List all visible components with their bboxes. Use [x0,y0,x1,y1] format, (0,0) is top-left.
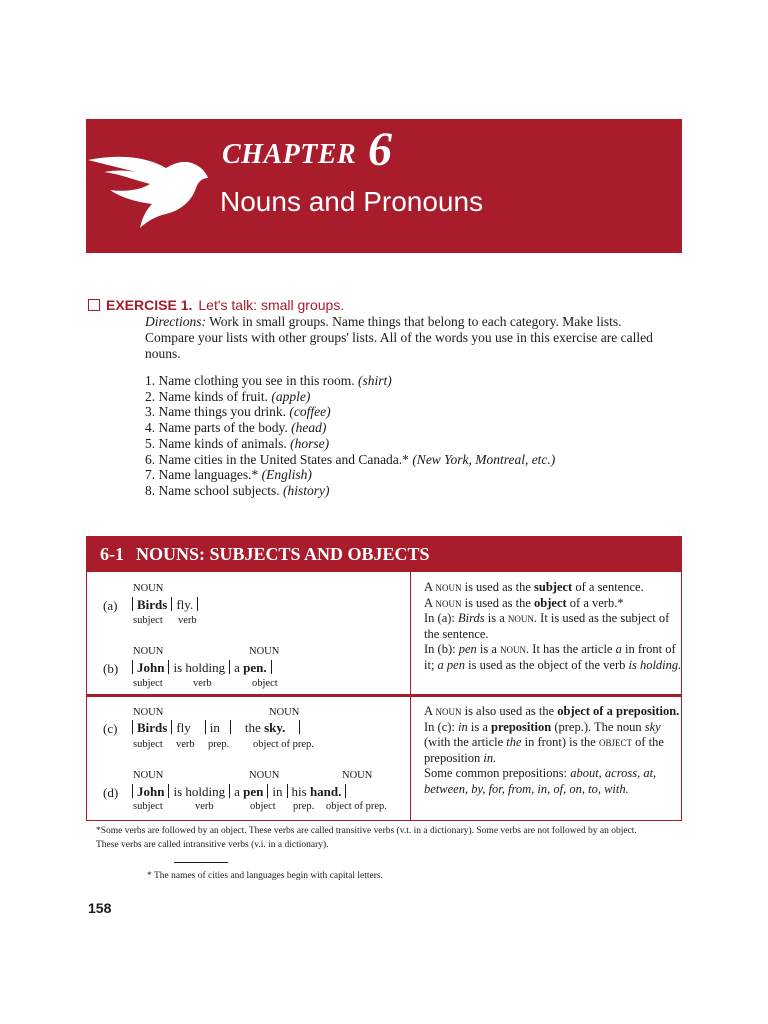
grammar-label: verb [178,615,197,626]
checkbox-square-icon [88,299,100,311]
example-letter: (c) [103,721,118,736]
list-item: 3. Name things you drink. (coffee) [145,404,331,420]
section-header [86,536,682,572]
grammar-label: subject [133,739,163,750]
grammar-label: object [252,678,278,689]
exercise-heading [88,297,344,313]
example-sentence: John is holding a pen in his hand. [128,784,350,800]
exercise-directions [145,314,665,362]
example-sentence: Birds fly in the sky. [128,720,304,736]
grammar-label: prep. [208,739,230,750]
explanation-bottom: A noun is also used as the object of a preposition. In (c): in is a preposition (prep.). The noun sky (with the article the in front) is the object of the preposition in. Some common prepositions: about, across, at, between, by, for, from, in, of, on, to, with. [424,704,680,796]
exercise-label: EXERCISE 1. [106,297,193,313]
footnote-rule [174,862,228,863]
noun-marker: NOUN [249,770,280,781]
list-item: 1. Name clothing you see in this room. (shirt) [145,373,392,388]
example-letter: (a) [103,598,118,613]
grammar-label: object [250,801,276,812]
example-letter: (d) [103,785,119,800]
section-title: NOUNS: SUBJECTS AND OBJECTS [136,543,430,564]
directions-text: Work in small groups. Name things that belong to each category. Make lists. Compare your lists with other groups' lists. All of the words you use in this exercise are called nouns. [145,314,653,361]
list-item: 6. Name cities in the United States and Canada.* (New York, Montreal, etc.) [145,451,556,467]
grammar-label: subject [133,678,163,689]
list-item: 5. Name kinds of animals. (horse) [145,435,330,451]
section-number: 6-1 [100,543,124,564]
list-item: 8. Name school subjects. (history) [145,482,330,498]
chapter-title: Nouns and Pronouns [220,186,484,217]
grammar-label: verb [195,801,214,812]
list-item: 7. Name languages.* (English) [145,467,312,483]
example-sentence: Birds fly. [128,597,202,613]
grammar-label: object of prep. [326,801,387,812]
noun-marker: NOUN [249,646,280,657]
noun-marker: NOUN [269,707,300,718]
swallow-bird-icon [86,150,216,230]
page-number: 158 [88,900,112,916]
grammar-label: verb [176,739,195,750]
list-item: 2. Name kinds of fruit. (apple) [145,388,311,404]
chapter-label: CHAPTER [222,139,357,170]
list-item: 4. Name parts of the body. (head) [145,420,327,436]
noun-marker: NOUN [133,583,164,594]
grammar-label: verb [193,678,212,689]
footnote-capitals: * The names of cities and languages begin with capital letters. [147,871,383,881]
row-divider [86,694,682,697]
noun-marker: NOUN [342,770,373,781]
footnote-verbs: *Some verbs are followed by an object. These verbs are called transitive verbs (v.t. in a dictionary). Some verbs are not followed by an object. These verbs are called intransitive verbs (v.i. in a dictionary). [96,826,637,850]
grammar-label: prep. [293,801,315,812]
example-letter: (b) [103,661,119,676]
grammar-label: object of prep. [253,739,314,750]
explanation-top: A noun is used as the subject of a sentence. A noun is used as the object of a verb.* In (a): Birds is a noun. It is used as the subject of the sentence. In (b): pen is a noun. It has the article a in front of it; a pen is used as the object of the verb is holding. [424,580,682,672]
noun-marker: NOUN [133,770,164,781]
example-sentence: John is holding a pen. [128,660,276,676]
grammar-label: subject [133,615,163,626]
exercise-title: Let's talk: small groups. [198,297,345,313]
noun-marker: NOUN [133,646,164,657]
noun-marker: NOUN [133,707,164,718]
grammar-label: subject [133,801,163,812]
chapter-number: 6 [368,123,392,176]
exercise-list [145,373,555,499]
directions-label: Directions: [145,314,206,329]
